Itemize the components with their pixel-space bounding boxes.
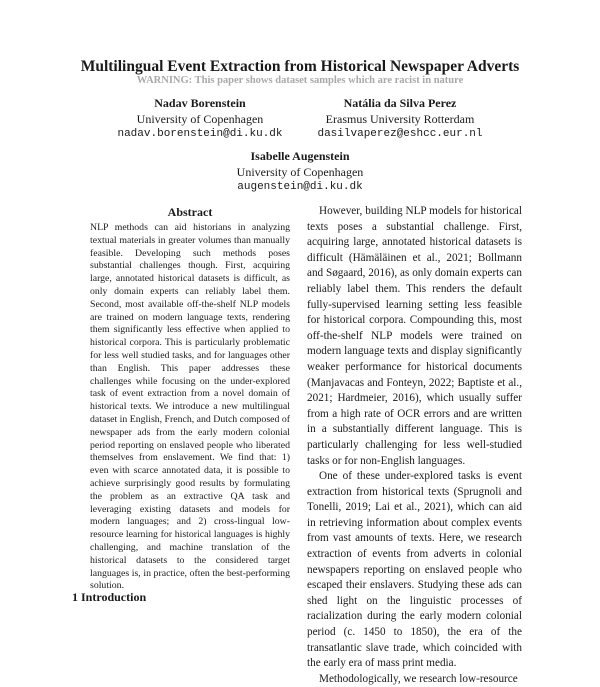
author-name: Natália da Silva Perez <box>343 96 457 110</box>
author-block-3 <box>200 149 400 196</box>
author-affiliation: University of Copenhagen <box>136 111 264 126</box>
author-name: Nadav Borenstein <box>154 96 246 110</box>
body-paragraph: Methodologically, we research low-resource <box>319 672 518 685</box>
author-email: augenstein@di.ku.dk <box>237 181 363 193</box>
author-affiliation: Erasmus University Rotterdam <box>325 111 475 126</box>
content-warning: WARNING: This paper shows dataset samples which are racist in nature <box>136 75 464 86</box>
author-block-2 <box>300 96 500 143</box>
author-email: nadav.borenstein@di.ku.dk <box>117 128 283 140</box>
abstract-text: NLP methods can aid historians in analyzing textual materials in greater volumes than manually feasible. Developing such methods poses substantial challenges though. First, acquiring large, annotated historical datasets is difficult, as only domain experts can reliably label them. Second, most available off-the-shelf NLP models are trained on modern language texts, rendering them significantly less effective when applied to historical corpora. This is particularly problematic for less well studied tasks, and for languages other than English. This paper addresses these challenges while focusing on the under-explored task of event extraction from a novel domain of historical texts. We introduce a new multilingual dataset in English, French, and Dutch composed of newspaper ads from the early modern colonial period reporting on enslaved people who liberated themselves from enslavement. We find that: 1) even with scarce annotated data, it is possible to achieve surprisingly good results by formulating the problem as an extractive QA task and leveraging existing datasets and models for modern languages; and 2) cross-lingual low-resource learning for historical languages is highly challenging, and machine translation of the historical datasets to the considered target languages is, in practice, often the best-performing solution. <box>90 222 290 592</box>
author-block-1 <box>100 96 300 143</box>
author-affiliation: University of Copenhagen <box>236 164 364 179</box>
author-email: dasilvaperez@eshcc.eur.nl <box>317 128 483 140</box>
right-column <box>307 204 522 687</box>
paper-title: Multilingual Event Extraction from Historical Newspaper Adverts <box>80 58 520 75</box>
body-paragraph: However, building NLP models for historical texts poses a substantial challenge. First, acquiring large, annotated historical datasets is difficult (Hämäläinen et al., 2021; Bollmann and Søgaard, 2016), as only domain experts can reliably label them. This renders the default fully-supervised learning setting less feasible for historical corpora. Compounding this, most off-the-shelf NLP models were trained on modern language texts and display significantly weaker performance for historical documents (Manjavacas and Fonteyn, 2022; Baptiste et al., 2021; Hardmeier, 2016), which usually suffer from a high rate of OCR errors and are written in a substantially different language. This is particularly challenging for less well-studied tasks or for non-English languages. <box>307 205 522 467</box>
body-paragraph: One of these under-explored tasks is event extraction from historical texts (Sprugnoli and Tonelli, 2019; Lai et al., 2021), which can aid in retrieving information about complex events from vast amounts of texts. Here, we research extraction of events from adverts in colonial newspapers reporting on enslaved people who escaped their enslavers. Studying these ads can shed light on the linguistic processes of racialization during the early modern colonial period (c. 1450 to 1850), the era of the transatlantic slave trade, which coincided with the early era of mass print media. <box>307 470 522 670</box>
section-heading: 1 Introduction <box>72 590 147 604</box>
abstract-heading: Abstract <box>167 205 213 219</box>
author-name: Isabelle Augenstein <box>250 149 350 163</box>
